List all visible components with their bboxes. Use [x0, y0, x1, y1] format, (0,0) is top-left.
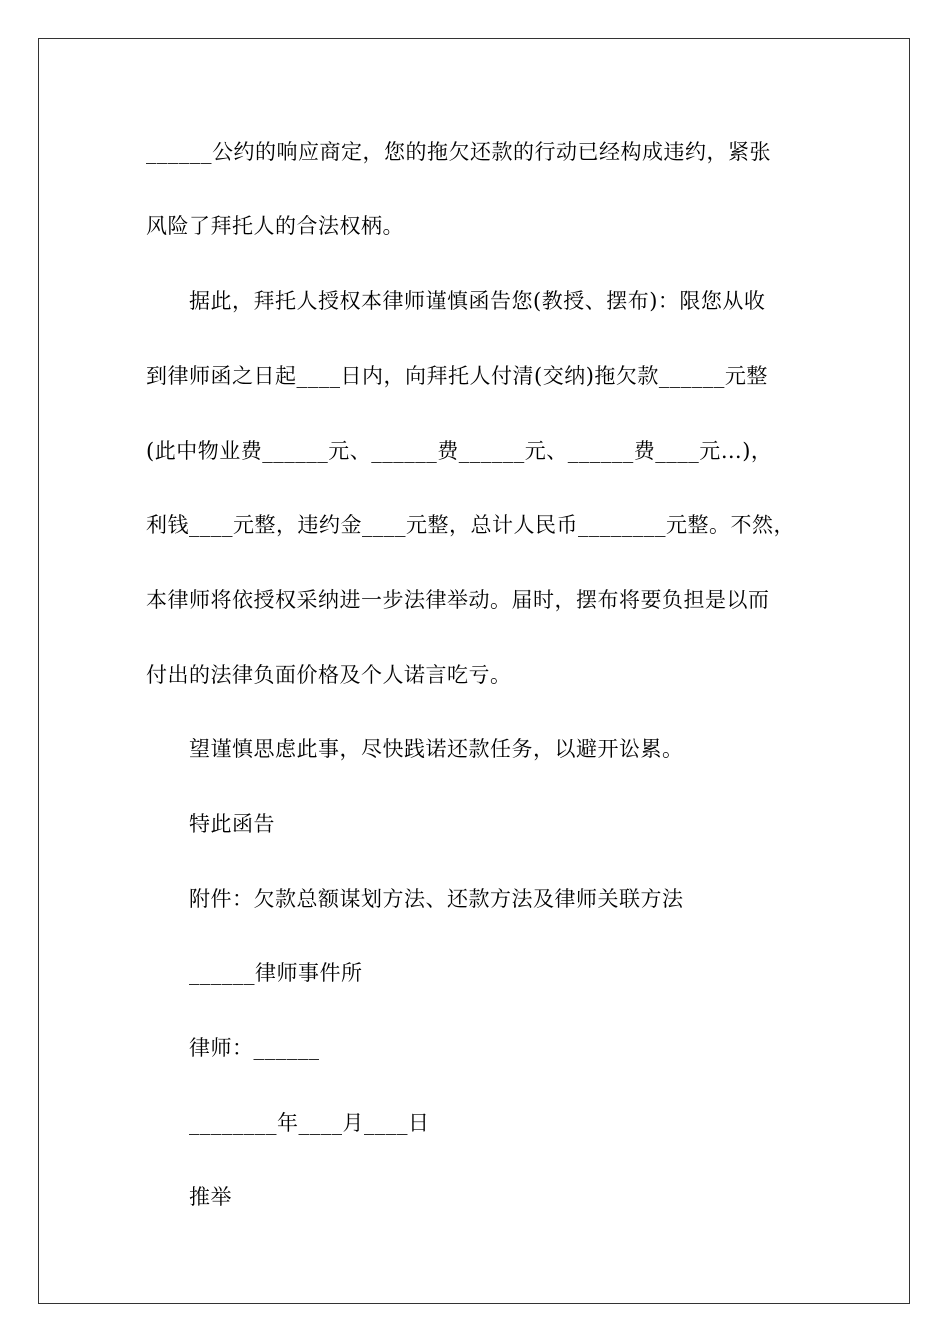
paragraph-line-9: 望谨慎思虑此事，尽快践诺还款任务，以避开讼累。: [189, 737, 684, 761]
paragraph-line-3: 据此，拜托人授权本律师谨慎函告您(教授、摆布)：限您从收: [189, 289, 766, 313]
law-firm-line: ______律师事件所: [189, 961, 363, 985]
paragraph-line-7: 本律师将依授权采纳进一步法律举动。届时，摆布将要负担是以而: [146, 588, 770, 612]
lawyer-signature-line: 律师：______: [189, 1036, 320, 1060]
paragraph-line-1: ______公约的响应商定，您的拖欠还款的行动已经构成违约，紧张: [146, 140, 771, 164]
paragraph-line-5: (此中物业费______元、______费______元、______费____元…)，: [146, 439, 773, 463]
attachment-line: 附件：欠款总额谋划方法、还款方法及律师关联方法: [189, 887, 684, 911]
closing-notice: 特此函告: [189, 812, 275, 836]
date-line: ________年____月____日: [189, 1111, 430, 1135]
paragraph-line-2: 风险了拜托人的合法权柄。: [146, 214, 404, 238]
paragraph-line-8: 付出的法律负面价格及个人诺言吃亏。: [146, 663, 512, 687]
paragraph-line-6: 利钱____元整，违约金____元整，总计人民币________元整。不然，: [146, 513, 795, 537]
paragraph-line-4: 到律师函之日起____日内，向拜托人付清(交纳)拖欠款______元整: [146, 364, 768, 388]
recommendation-heading: 推举: [189, 1185, 232, 1209]
